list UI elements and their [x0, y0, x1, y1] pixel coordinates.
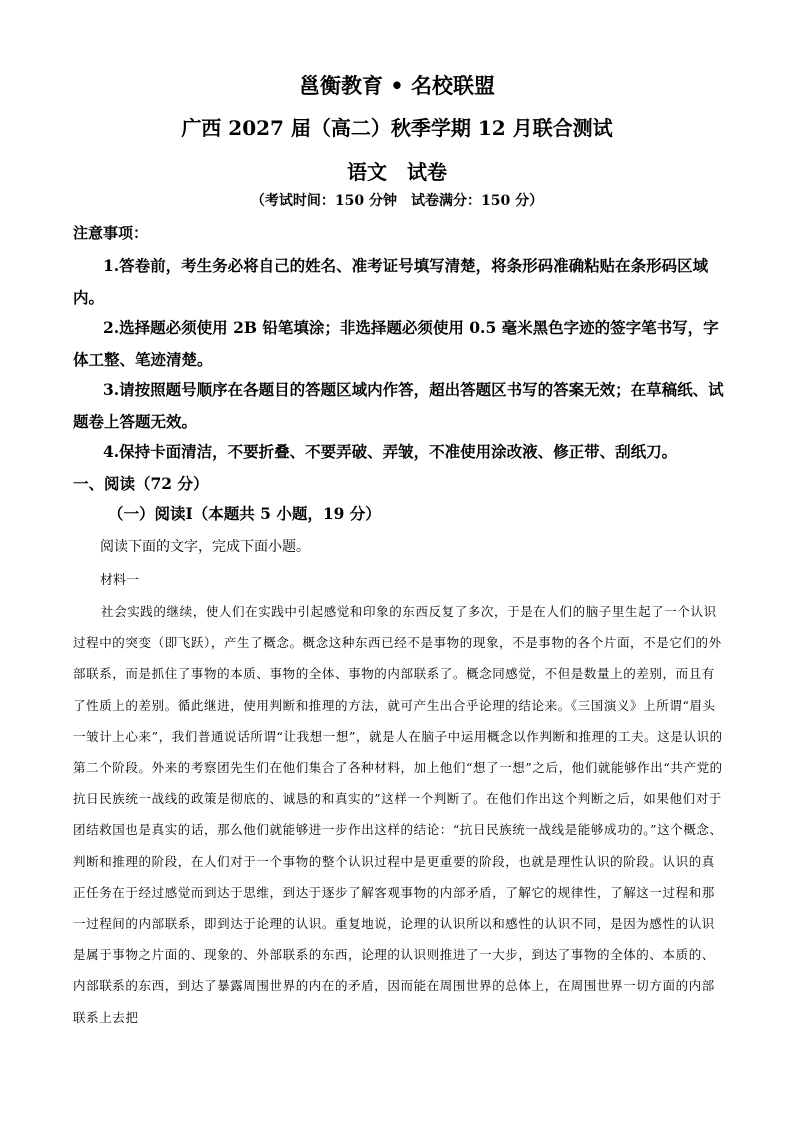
notice-item: 4.保持卡面清洁，不要折叠、不要弄破、弄皱，不准使用涂改液、修正带、刮纸刀。: [103, 442, 678, 461]
notice-item: 1.答卷前，考生务必将自己的姓名、准考证号填写清楚，将条形码准确粘贴在条形码区域内。: [73, 256, 709, 307]
material-label: 材料一: [100, 573, 140, 588]
passage-text: 社会实践的继续，使人们在实践中引起感觉和印象的东西反复了多次，于是在人们的脑子里生起了一个认识过程中的突变（即飞跃），产生了概念。概念这种东西已经不是事物的现象，不是事物的各个片面，不是它们的外部联系，而是抓住了事物的本质、事物的全体、事物的内部联系了。概念同感觉，不但是数量上的差别，而且有了性质上的差别。循此继进，使用判断和推理的方法，就可产生出合乎论理的结论来。《三国演义》上所谓“眉头一皱计上心来”，我们普通说话所谓“让我想一想”，就是人在脑子中运用概念以作判断和推理的工夫。这是认识的第二个阶段。外来的考察团先生们在他们集合了各种材料，加上他们“想了一想”之后，他们就能够作出“共产党的抗日民族统一战线的政策是彻底的、诚恳的和真实的”这样一个判断了。在他们作出这个判断之后，如果他们对于团结救国也是真实的话，那么他们就能够进一步作出这样的结论：“抗日民族统一战线是能够成功的。”这个概念、判断和推理的阶段，在人们对于一个事物的整个认识过程中是更重要的阶段，也就是理性认识的阶段。认识的真正任务在于经过感觉而到达于思维，到达于逐步了解客观事物的内部矛盾，了解它的规律性，了解这一过程和那一过程间的内部联系，即到达于论理的认识。重复地说，论理的认识所以和感性的认识不同，是因为感性的认识是属于事物之片面的、现象的、外部联系的东西，论理的认识则推进了一大步，到达了事物的全体的、本质的、内部联系的东西，到达了暴露周围世界的内在的矛盾，因而能在周围世界的总体上，在周围世界一切方面的内部联系上去把: [73, 604, 723, 1025]
notice-item: 2.选择题必须使用 2B 铅笔填涂；非选择题必须使用 0.5 毫米黑色字迹的签字笔书写，字体工整、笔迹清楚。: [73, 318, 719, 369]
exam-title: 广西 2027 届（高二）秋季学期 12 月联合测试: [181, 116, 613, 140]
notice-heading: 注意事项：: [73, 224, 149, 242]
reading-instruction: 阅读下面的文字，完成下面小题。: [100, 539, 310, 555]
exam-time-info: （考试时间：150 分钟 试卷满分：150 分）: [250, 193, 544, 209]
subsection-title: （一）阅读Ⅰ（本题共 5 小题，19 分）: [108, 504, 381, 523]
section-title: 一、阅读（72 分）: [73, 474, 209, 493]
org-title: 邕衡教育 • 名校联盟: [298, 73, 496, 98]
notice-item: 3.请按照题号顺序在各题目的答题区域内作答，超出答题区书写的答案无效；在草稿纸、试题卷上答题无效。: [73, 380, 724, 431]
subject-title: 语文 试卷: [347, 160, 447, 184]
